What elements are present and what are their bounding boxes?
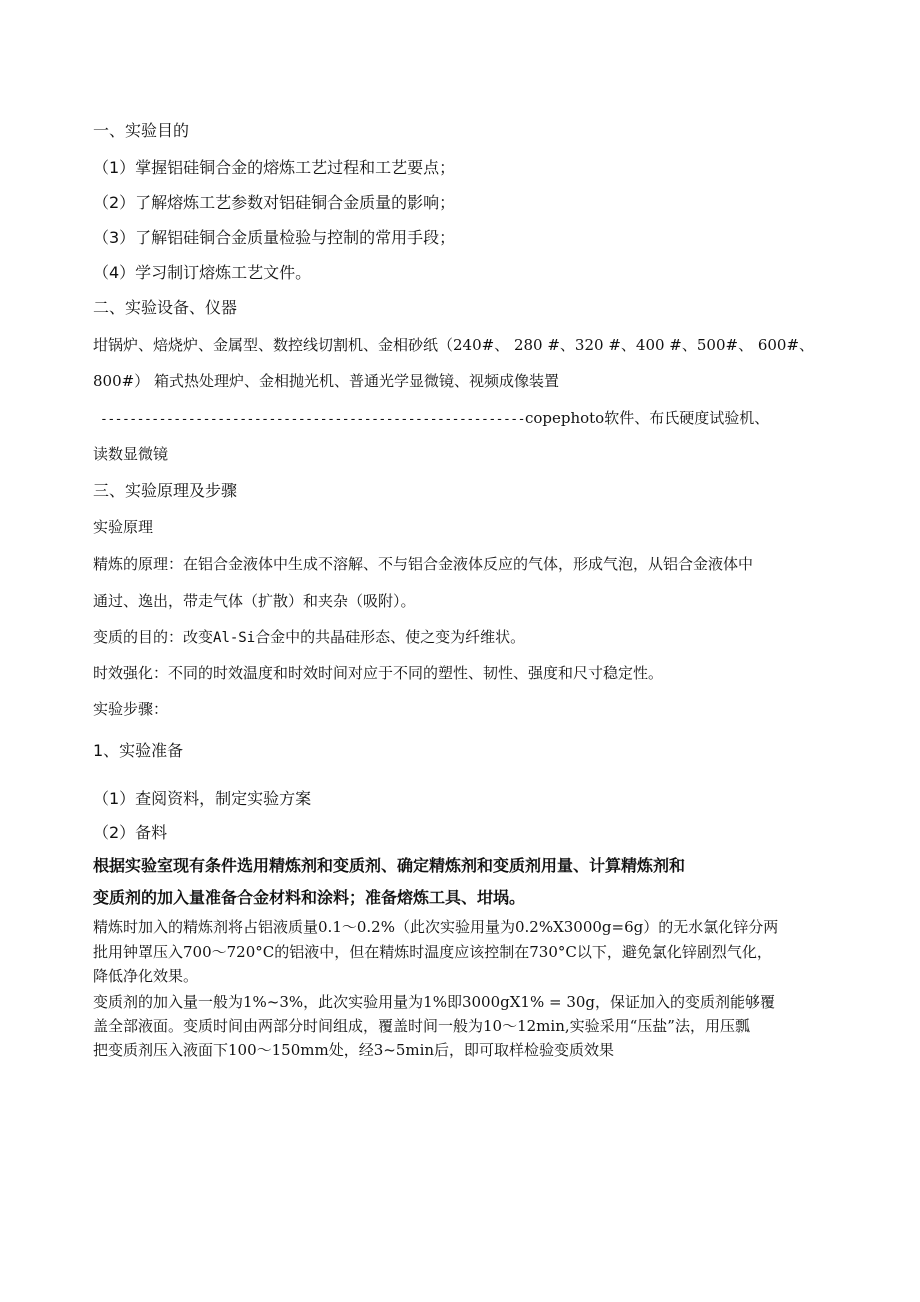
objective-item-1: （1）掌握铝硅铜合金的熔炼工艺过程和工艺要点； bbox=[93, 158, 456, 177]
detail-line-1: 精炼时加入的精炼剂将占铝液质量0.1～0.2%（此次实验用量为0.2%X3000g=6g）的无水氯化锌分两 bbox=[93, 918, 779, 936]
step1-heading: 1、实验准备 bbox=[93, 741, 184, 760]
objective-item-3: （3）了解铝硅铜合金质量检验与控制的常用手段； bbox=[93, 228, 456, 247]
section2-heading: 二、实验设备、仪器 bbox=[93, 298, 238, 317]
steps-label: 实验步骤： bbox=[93, 700, 169, 718]
objective-item-4: （4）学习制订熔炼工艺文件。 bbox=[93, 263, 312, 282]
dash-leader: ---------------------------------------------------------- bbox=[100, 412, 525, 427]
detail-line-5: 盖全部液面。变质时间由两部分时间组成，覆盖时间一般为10～12min,实验采用“压盐”法，用压瓢 bbox=[93, 1017, 750, 1035]
principle-label: 实验原理 bbox=[93, 518, 154, 536]
preparation-line-2: 变质剂的加入量准备合金材料和涂料；准备熔炼工具、坩埚。 bbox=[93, 888, 526, 907]
equipment-line-4: 读数显微镜 bbox=[93, 445, 169, 463]
detail-line-3: 降低净化效果。 bbox=[93, 967, 199, 985]
step1-item-1: （1）查阅资料，制定实验方案 bbox=[93, 789, 312, 808]
detail-line-6: 把变质剂压入液面下100～150mm处，经3~5min后，即可取样检验变质效果 bbox=[93, 1041, 615, 1059]
section3-heading: 三、实验原理及步骤 bbox=[93, 481, 238, 500]
modification-prefix: 变质的目的：改变 bbox=[93, 628, 214, 646]
refine-principle-line-2: 通过、逸出，带走气体（扩散）和夹杂（吸附）。 bbox=[93, 592, 416, 610]
step1-item-2: （2）备料 bbox=[93, 823, 168, 842]
detail-line-4: 变质剂的加入量一般为1%~3%，此次实验用量为1%即3000gX1% = 30g，保证加入的变质剂能够覆 bbox=[93, 993, 776, 1011]
modification-suffix: 合金中的共晶硅形态、使之变为纤维状。 bbox=[255, 628, 526, 646]
refine-principle-line-1: 精炼的原理：在铝合金液体中生成不溶解、不与铝合金液体反应的气体，形成气泡，从铝合金液体中 bbox=[93, 555, 754, 573]
modification-purpose bbox=[93, 626, 525, 647]
equipment-line-3-text: copephoto软件、布氏硬度试验机、 bbox=[524, 409, 770, 427]
detail-line-2: 批用钟罩压入700～720°C的铝液中，但在精炼时温度应该控制在730°C以下，避免氯化锌剧烈气化， bbox=[93, 943, 772, 961]
alloy-name: Al-Si bbox=[213, 630, 256, 646]
aging-strengthening: 时效强化：不同的时效温度和时效时间对应于不同的塑性、韧性、强度和尺寸稳定性。 bbox=[93, 664, 664, 682]
equipment-line-2: 800#） 箱式热处理炉、金相抛光机、普通光学显微镜、视频成像装置 bbox=[93, 372, 559, 390]
objective-item-2: （2）了解熔炼工艺参数对铝硅铜合金质量的影响； bbox=[93, 193, 456, 212]
section1-heading: 一、实验目的 bbox=[93, 121, 190, 140]
preparation-line-1: 根据实验室现有条件选用精炼剂和变质剂、确定精炼剂和变质剂用量、计算精炼剂和 bbox=[93, 856, 686, 875]
equipment-line-3 bbox=[100, 407, 769, 428]
equipment-line-1: 坩锅炉、焙烧炉、金属型、数控线切割机、金相砂纸（240#、 280 #、320 #、400 #、500#、 600#、 bbox=[93, 336, 815, 354]
